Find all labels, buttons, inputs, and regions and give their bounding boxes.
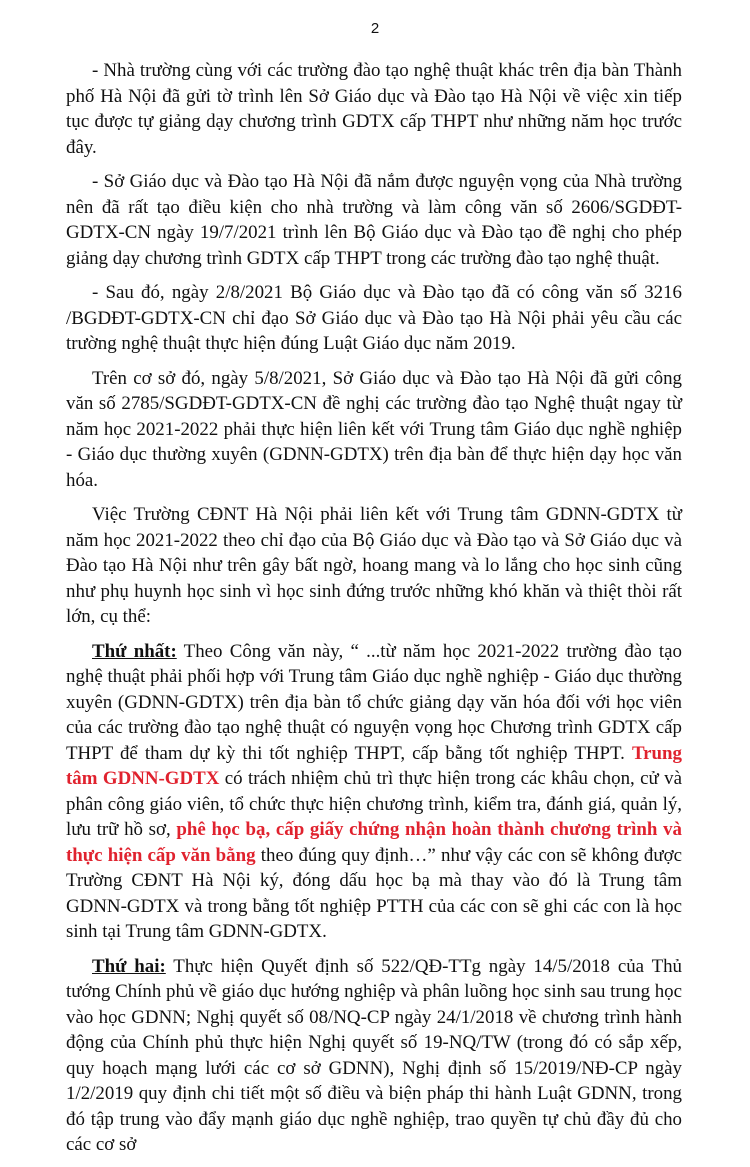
emphasis-center-name: Trung tâm GDNN-GDTX bbox=[66, 742, 682, 789]
paragraph-2: - Sở Giáo dục và Đào tạo Hà Nội đã nắm được nguyện vọng của Nhà trường nên đã rất tạo điều kiện cho nhà trường và làm công văn số 2606/SGDĐT-GDTX-CN ngày 19/7/2021 trình lên Bộ Giáo dục và Đào tạo đề nghị cho phép giảng dạy chương trình GDTX cấp THPT trong các trường đào tạo nghệ thuật. bbox=[66, 171, 682, 269]
page-number: 2 bbox=[370, 20, 380, 37]
paragraph-4: Trên cơ sở đó, ngày 5/8/2021, Sở Giáo dục và Đào tạo Hà Nội đã gửi công văn số 2785/SGDĐT-GDTX-CN đề nghị các trường đào tạo Nghệ thuật ngay từ năm học 2021-2022 phải thực hiện liên kết với Trung tâm Giáo dục nghề nghiệp - Giáo dục thường xuyên (GDNN-GDTX) trên địa bàn để thực hiện dạy học văn hóa. bbox=[66, 367, 682, 491]
second-point-text: Thực hiện Quyết định số 522/QĐ-TTg ngày 14/5/2018 của Thủ tướng Chính phủ về giáo dục hướng nghiệp và phân luồng học sinh sau trung học vào học GDNN; Nghị quyết số 08/NQ-CP ngày 24/1/2018 về chương trình hành động của Chính phủ thực hiện Nghị quyết số 19-NQ/TW (trong đó có sắp xếp, quy hoạch mạng lưới các cơ sở GDNN), Nghị định số 15/2019/NĐ-CP ngày 1/2/2019 quy định chi tiết một số điều và biện pháp thi hành Luật GDNN, trong đó tập trung vào đẩy mạnh giáo dục nghề nghiệp, trao quyền tự chủ đầy đủ cho các cơ sở bbox=[66, 955, 683, 1155]
paragraph-5: Việc Trường CĐNT Hà Nội phải liên kết với Trung tâm GDNN-GDTX từ năm học 2021-2022 theo chỉ đạo của Bộ Giáo dục và Đào tạo và Sở Giáo dục và Đào tạo Hà Nội như trên gây bất ngờ, hoang mang và lo lắng cho học sinh cũng như phụ huynh học sinh vì học sinh đứng trước những khó khăn và thiệt thòi rất lớn, cụ thể: bbox=[66, 504, 682, 627]
paragraph-second-point bbox=[66, 954, 682, 1158]
paragraph-3: - Sau đó, ngày 2/8/2021 Bộ Giáo dục và Đào tạo đã có công văn số 3216 /BGDĐT-GDTX-CN chỉ đạo Sở Giáo dục và Đào tạo Hà Nội phải yêu cầu các trường nghệ thuật thực hiện đúng Luật Giáo dục năm 2019. bbox=[66, 282, 682, 354]
first-point-text-2: có trách nhiệm chủ trì thực hiện trong các khâu chọn, cử và phân công giáo viên, tổ chức thực hiện chương trình, kiểm tra, đánh giá, quản lý, lưu trữ hồ sơ, bbox=[66, 768, 682, 840]
first-point-heading: Thứ nhất: bbox=[92, 640, 177, 662]
second-point-heading: Thứ hai: bbox=[92, 955, 166, 977]
first-point-text-1: Theo Công văn này, “ ...từ năm học 2021-2022 trường đào tạo nghệ thuật phải phối hợp với Trung tâm Giáo dục nghề nghiệp - Giáo dục thường xuyên (GDNN-GDTX) trên địa bàn tổ chức giảng dạy văn hóa đối với học viên của các trường đào tạo nghệ thuật có nguyện vọng học Chương trình GDTX cấp THPT để tham dự kỳ thi tốt nghiệp THPT, cấp bằng tốt nghiệp THPT. bbox=[66, 640, 682, 764]
emphasis-certificate: phê học bạ, cấp giấy chứng nhận hoàn thành chương trình và thực hiện cấp văn bằng bbox=[66, 819, 682, 866]
document-body bbox=[66, 58, 682, 1167]
paragraph-first-point bbox=[66, 639, 682, 945]
paragraph-1: - Nhà trường cùng với các trường đào tạo nghệ thuật khác trên địa bàn Thành phố Hà Nội đã gửi tờ trình lên Sở Giáo dục và Đào tạo Hà Nội về việc xin tiếp tục được tự giảng dạy chương trình GDTX cấp THPT như những năm học trước đây. bbox=[66, 60, 682, 158]
first-point-text-3: theo đúng quy định…” như vậy các con sẽ không được Trường CĐNT Hà Nội ký, đóng dấu học bạ mà thay vào đó là Trung tâm GDNN-GDTX và trong bằng tốt nghiệp PTTH của các con sẽ ghi các con là học sinh tại Trung tâm GDNN-GDTX. bbox=[66, 844, 682, 942]
